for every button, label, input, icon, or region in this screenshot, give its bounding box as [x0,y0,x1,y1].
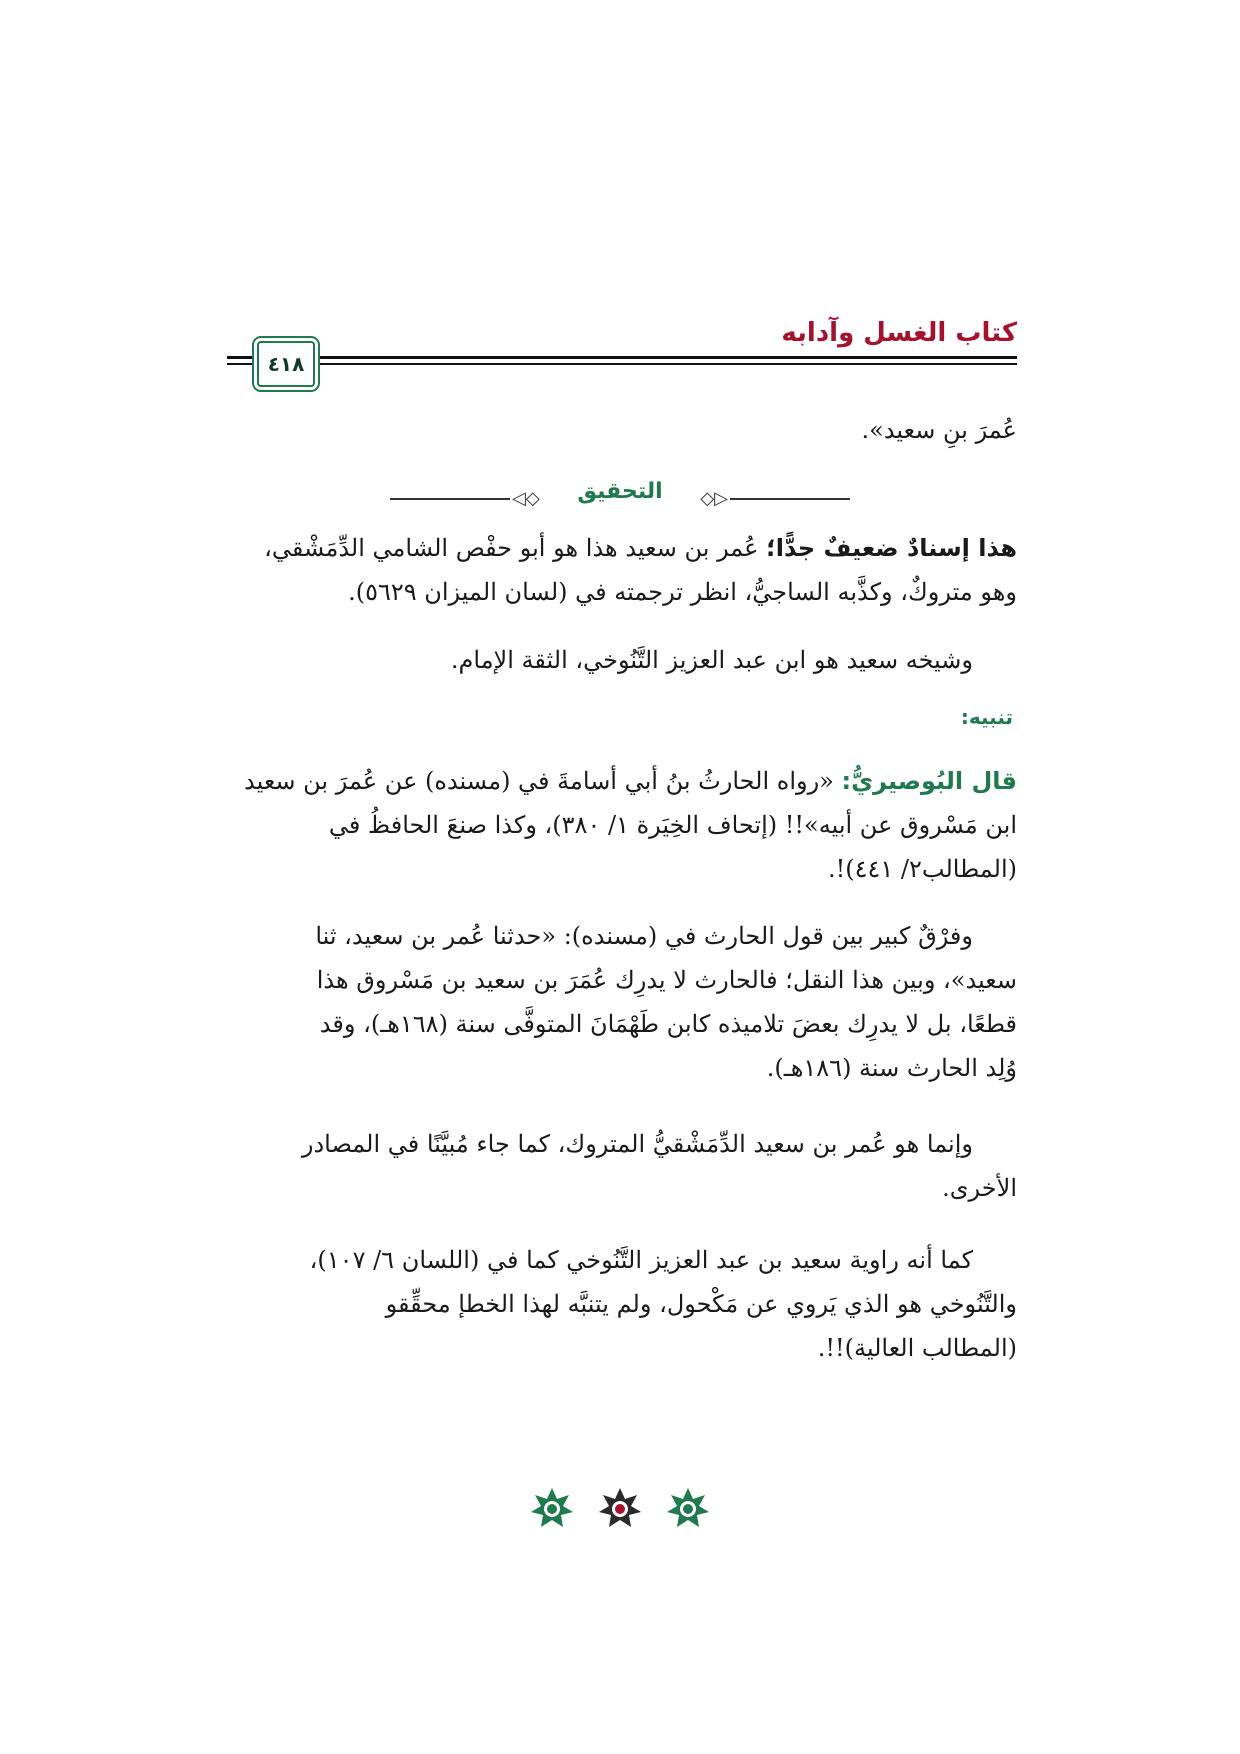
header-rule-thin [227,363,1017,365]
p2-line1: وشيخه سعيد هو ابن عبد العزيز التَّنُوخي، الثقة الإمام. [450,646,973,674]
p6-line1: كما أنه راوية سعيد بن عبد العزيز التَّنُوخي كما في (اللسان ٦/ ١٠٧)، [309,1246,973,1274]
intro-line: عُمرَ بنِ سعيد». [861,416,1017,444]
intro-text [227,408,1017,452]
divider-rule-right [730,498,850,500]
page-number: ٤١٨ [267,352,305,376]
p6-line3: (المطالب العالية)!!. [817,1334,1017,1362]
paragraph-isnad [227,526,1017,614]
p4-line4: وُلِد الحارث سنة (١٨٦هـ). [766,1054,1017,1082]
section-divider [390,479,850,519]
page-number-badge [257,341,315,387]
p5-line1: وإنما هو عُمر بن سعيد الدِّمَشْقيُّ المتروك، كما جاء مُبيَّنًا في المصادر [301,1130,973,1158]
p3-line2: ابن مَسْروق عن أبيه»!! (إتحاف الخِيَرة ١/ ٣٨٠)، وكذا صنعَ الحافظُ في [328,811,1017,839]
isnad-verdict: هذا إسنادٌ ضعيفٌ جدًّا؛ [766,534,1017,562]
p4-line1: وفرْقٌ كبير بين قول الحارث في (مسنده): «حدثنا عُمر بن سعيد، ثنا [315,922,973,950]
divider-ornament-left-icon: ◁◇ [512,488,540,509]
footer-ornaments [530,1487,710,1537]
page-header [227,316,1017,396]
book-title: كتاب الغسل وآدابه [781,318,1017,348]
p6-line2: والتَّنُوخي هو الذي يَروي عن مَكْحول، ولم يتنبَّه لهذا الخطإ محقِّقو [385,1290,1017,1318]
p3-line3: (المطالب٢/ ٤٤١)!. [827,855,1017,883]
star-ornament-icon [530,1487,574,1531]
divider-ornament-right-icon: ◇▷ [700,488,728,509]
star-ornament-icon [666,1487,710,1531]
paragraph-difference [227,914,1017,1090]
p4-line2: سعيد»، وبين هذا النقل؛ فالحارث لا يدرِك عُمَرَ بن سعيد بن مَسْروق هذا [316,966,1017,994]
section-title: التحقيق [577,479,663,504]
note-title: تنبيه: [960,705,1013,729]
paragraph-busiri [227,759,1017,891]
p4-line3: قطعًا، بل لا يدرِك بعضَ تلاميذه كابن طَهْمَانَ المتوفَّى سنة (١٦٨هـ)، وقد [319,1010,1017,1038]
paragraph-sheikh [227,638,1017,682]
paragraph-narrator [227,1238,1017,1370]
star-ornament-icon [598,1487,642,1531]
paragraph-identity [227,1122,1017,1210]
p1-line1: عُمر بن سعيد هذا هو أبو حفْص الشامي الدِّمَشْقي، [264,534,767,562]
p5-line2: الأخرى. [942,1174,1017,1202]
p1-line2: وهو متروكٌ، وكذَّبه الساجيُّ، انظر ترجمته في (لسان الميزان ٥٦٢٩). [348,578,1017,606]
busiri-label: قال البُوصيريُّ: [841,767,1017,795]
header-rule [227,356,1017,359]
p3-line1: «رواه الحارثُ بنُ أبي أسامةَ في (مسنده) عن عُمرَ بن سعيد [244,767,842,795]
